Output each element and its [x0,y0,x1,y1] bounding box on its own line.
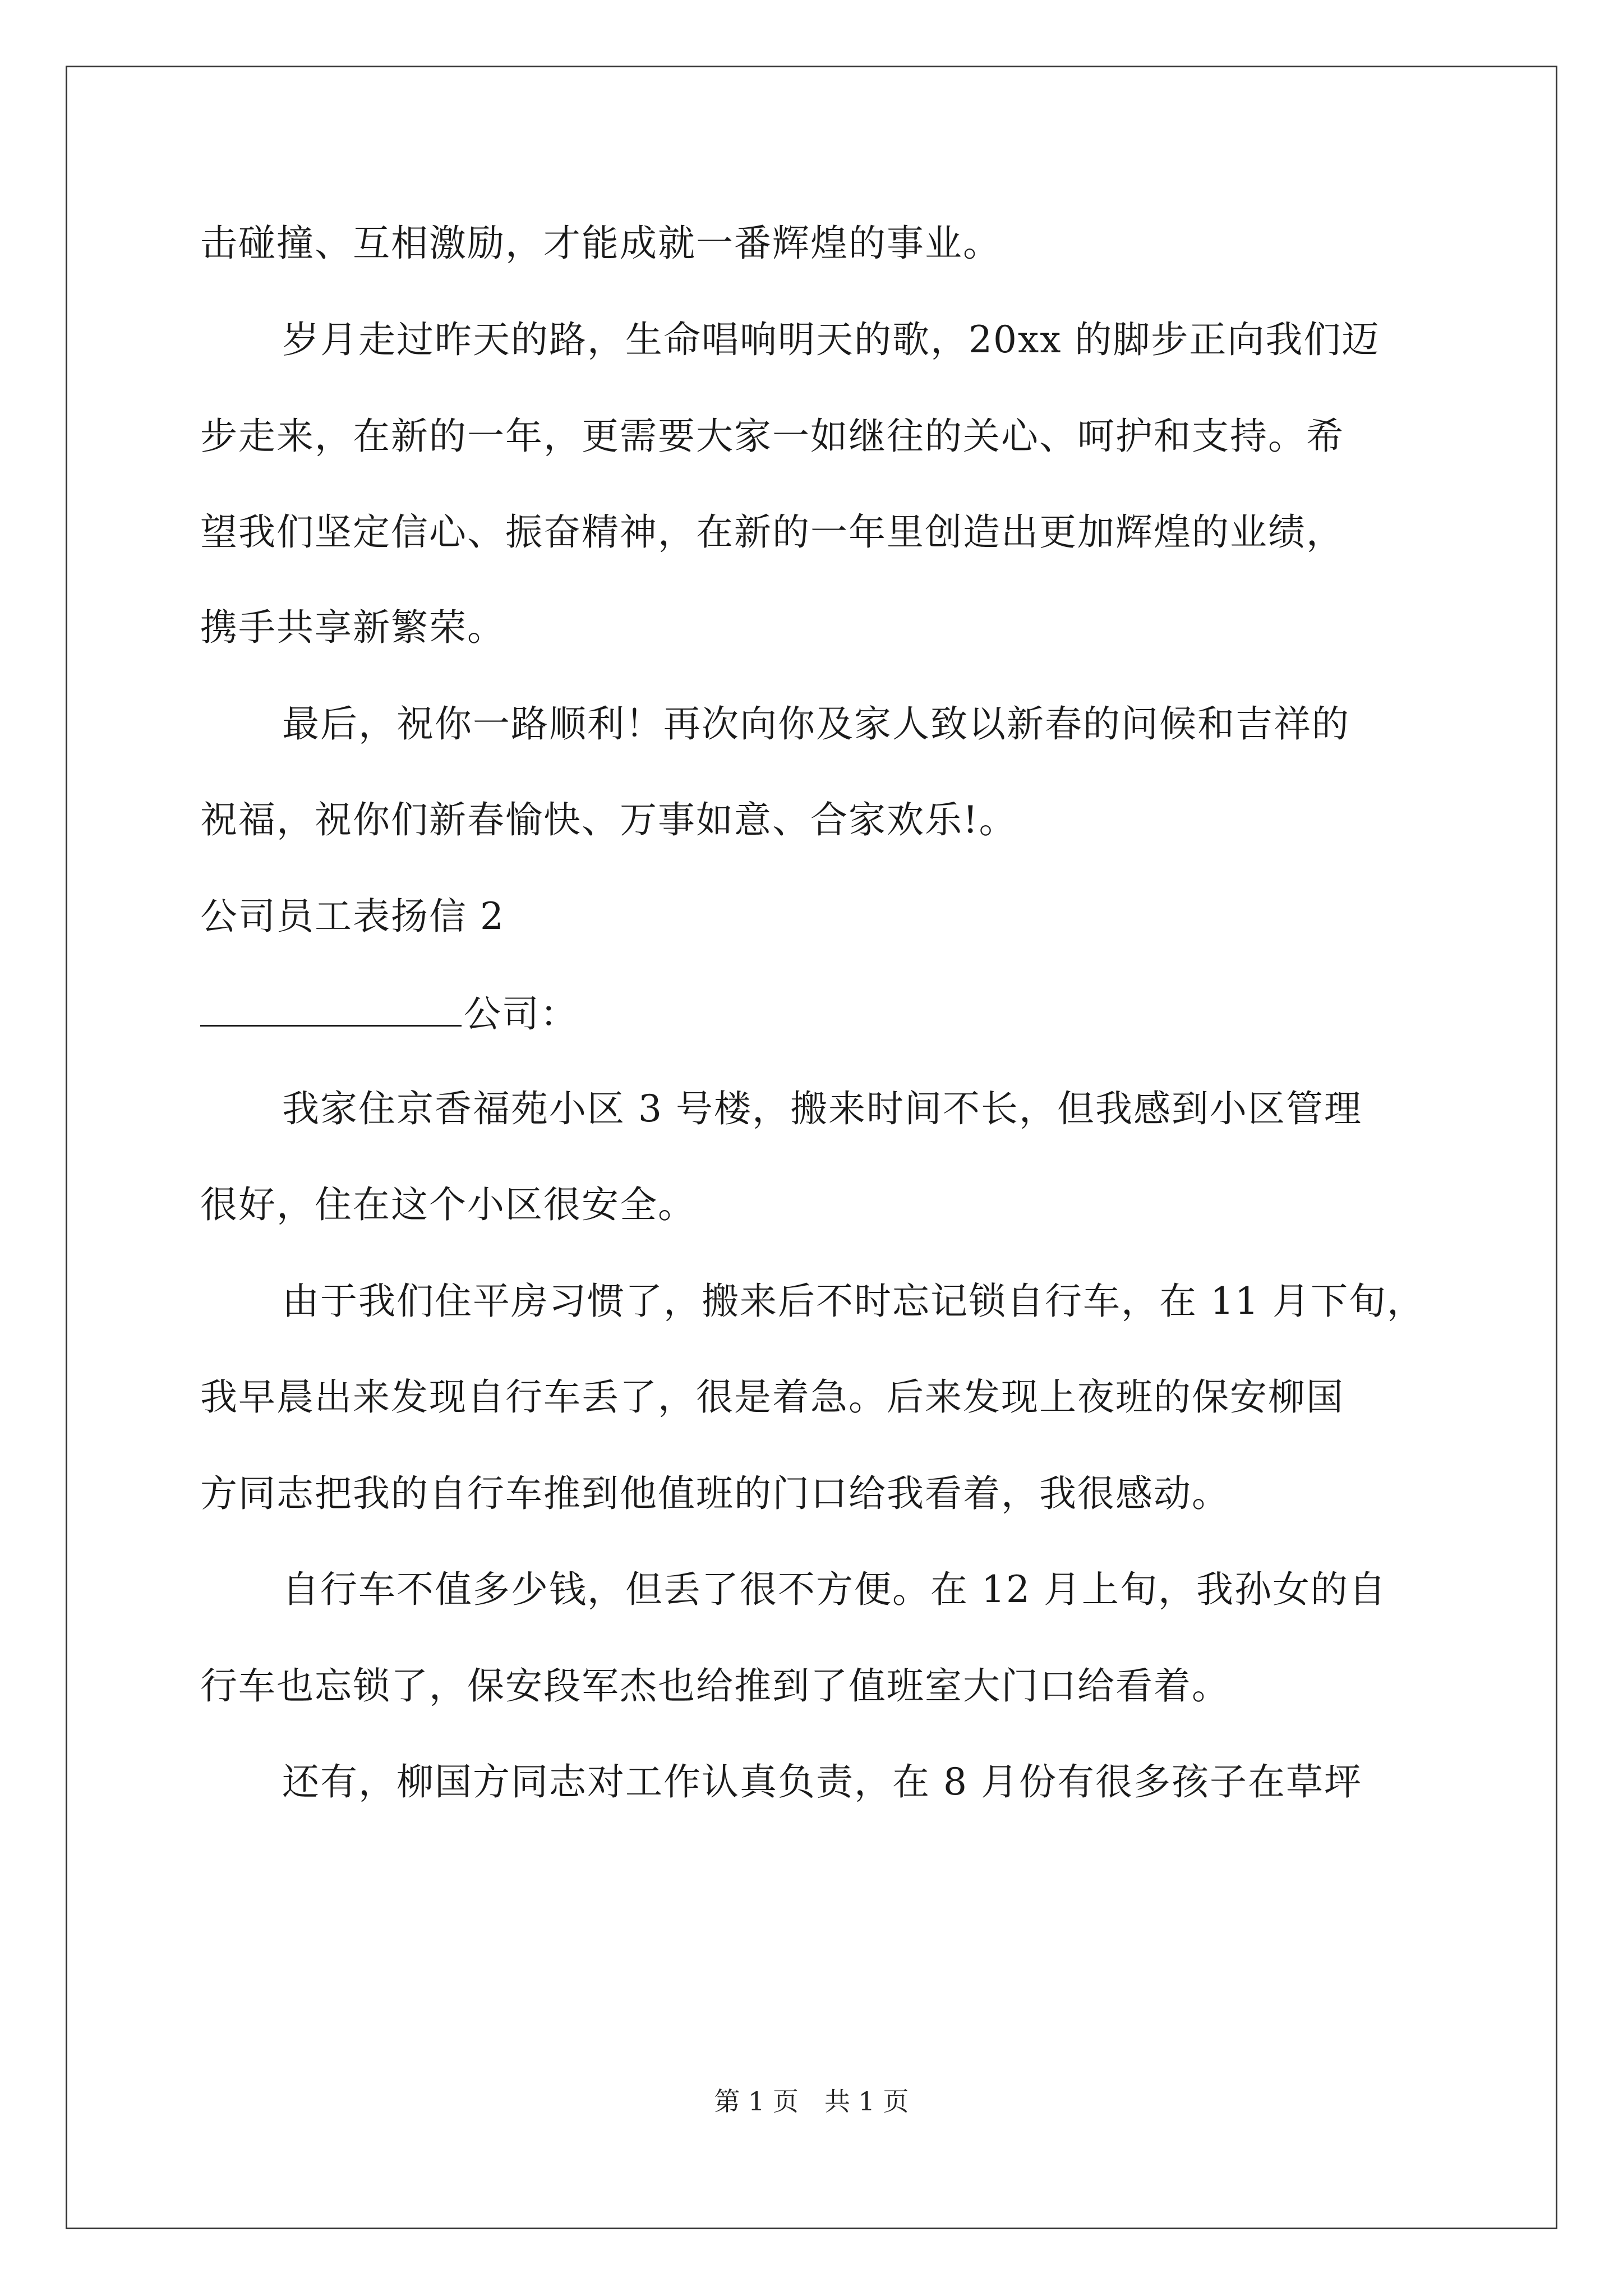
paragraph-1-line-1: 击碰撞、互相激励，才能成就一番辉煌的事业。 [200,222,1001,265]
paragraph-2-line-1: 岁月走过昨天的路，生命唱响明天的歌，20xx 的脚步正向我们迈 [282,318,1380,361]
salutation-text: 公司： [464,992,578,1036]
paragraph-3-line-1: 最后，祝你一路顺利！再次向你及家人致以新春的问候和吉祥的 [282,702,1350,746]
paragraph-6-line-1: 自行车不值多少钱，但丢了很不方便。在 12 月上旬，我孙女的自 [282,1568,1387,1611]
paragraph-7-line-1: 还有，柳国方同志对工作认真负责，在 8 月份有很多孩子在草坪 [282,1760,1362,1803]
paragraph-2-line-4: 携手共享新繁荣。 [200,606,505,649]
blank-fill-line [200,990,462,1027]
letter-heading: 公司员工表扬信 2 [200,895,505,938]
paragraph-3-line-2: 祝福，祝你们新春愉快、万事如意、合家欢乐!。 [200,798,1017,841]
paragraph-2-line-3: 望我们坚定信心、振奋精神，在新的一年里创造出更加辉煌的业绩， [200,510,1344,554]
paragraph-2-line-2: 步走来，在新的一年，更需要大家一如继往的关心、呵护和支持。希 [200,415,1344,458]
paragraph-4-line-2: 很好，住在这个小区很安全。 [200,1183,696,1226]
paragraph-5-line-3: 方同志把我的自行车推到他值班的门口给我看着，我很感动。 [200,1472,1230,1515]
paragraph-4-line-1: 我家住京香福苑小区 3 号楼，搬来时间不长，但我感到小区管理 [282,1087,1362,1130]
page-footer: 第 1 页 共 1 页 [714,2086,909,2116]
salutation-line [200,990,578,1037]
paragraph-6-line-2: 行车也忘锁了，保安段军杰也给推到了值班室大门口给看着。 [200,1664,1230,1708]
paragraph-5-line-1: 由于我们住平房习惯了，搬来后不时忘记锁自行车，在 11 月下旬， [282,1280,1425,1323]
paragraph-5-line-2: 我早晨出来发现自行车丢了，很是着急。后来发现上夜班的保安柳国 [200,1375,1344,1419]
page-border [66,66,1557,2229]
